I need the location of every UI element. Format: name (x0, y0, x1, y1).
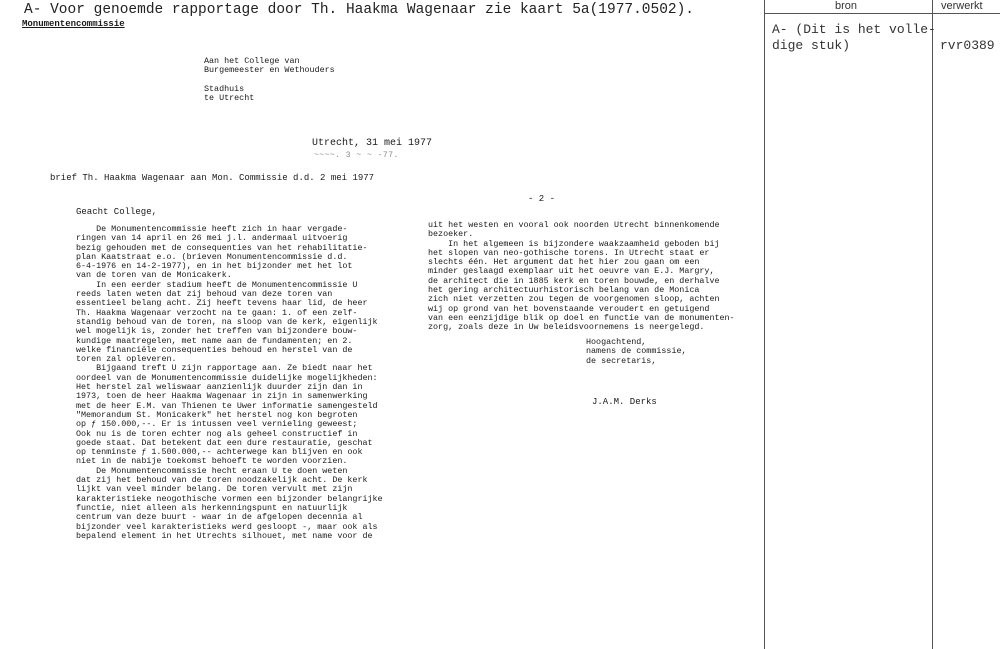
panel-header-rule (764, 13, 1000, 14)
brief-reference: brief Th. Haakma Wagenaar aan Mon. Commissie d.d. 2 mei 1977 (50, 173, 375, 183)
signature: J.A.M. Derks (592, 397, 657, 407)
panel-divider-left (764, 0, 765, 649)
verwerkt-value: rvr0389 (940, 38, 995, 53)
received-stamp: ~~~~. 3 ~ ~ -77. (314, 151, 399, 160)
bron-value: A- (Dit is het volle- dige stuk) (772, 22, 936, 53)
page-number: - 2 - (528, 194, 556, 204)
letter-date: Utrecht, 31 mei 1977 (312, 138, 433, 149)
verwerkt-header: verwerkt (941, 0, 983, 12)
committee-heading: Monumentencommissie (22, 19, 125, 29)
bron-header: bron (835, 0, 858, 12)
letter-body-page-1: De Monumentencommissie heeft zich in haar vergade- ringen van 14 april en 26 mei j.l. andermaal uitvoerig bezig gehouden met de consequenties van het rehabilitatie- plan Kaatstraat e.o. (brieven Monumentencommissie d.d. 6-4-1976 en 14-2-1977), en in het bijzonder met het lot van de toren van de Monicakerk. In een eerder stadium heeft de Monumentencommissie U reeds laten weten dat zij behoud van deze toren van essentieel belang acht. Zij heeft tevens haar lid, de heer Th. Haakma Wagenaar verzocht na te gaan: 1. of een zelf- standig behoud van de toren, na sloop van de kerk, eigenlijk wel mogelijk is, zonder het treffen van bijzondere bouw- kundige maatregelen, met name aan de fundamenten; en 2. welke financiële consequenties behoud en herstel van de toren zal opleveren. Bijgaand treft U zijn rapportage aan. Ze biedt naar het oordeel van de Monumentencommissie duidelijke mogelijkheden: Het herstel zal weliswaar aanzienlijk duurder zijn dan in 1973, toen de heer Haakma Wagenaar in zijn in samenwerking met de heer E.M. van Thienen te Uwer informatie samengesteld "Memorandum St. Monicakerk" het herstel nog kon begroten op ƒ 150.000,--. Er is intussen veel vernieling geweest; Ook nu is de toren echter nog als geheel constructief in goede staat. Dat betekent dat een dure restauratie, geschat op tenminste ƒ 1.500.000,-- achterwege kan blijven en ook niet in de nabije toekomst behoeft te worden voorzien. De Monumentencommissie hecht eraan U te doen weten dat zij het behoud van de toren noodzakelijk acht. De kerk lijkt van veel minder belang. De toren vervult met zijn karakteristieke neogothische vormen een bijzonder belangrijke functie, niet alleen als herkenningspunt en natuurlijk centrum van deze buurt - waar in de afgelopen decennia al bijzonder veel karakteristieks werd gesloopt -, maar ook als bepalend element in het Utrechts silhouet, met name voor de (76, 224, 383, 541)
recipient-address: Aan het College van Burgemeester en Wethouders Stadhuis te Utrecht (204, 56, 335, 104)
greeting: Geacht College, (76, 207, 158, 217)
closing: Hoogachtend, namens de commissie, de secretaris, (586, 337, 687, 366)
letter-body-page-2: uit het westen en vooral ook noorden Utrecht binnenkomende bezoeker. In het algemeen is bijzondere waakzaamheid geboden bij het slopen van neo-gothische torens. In Utrecht staat er slechts één. Het argument dat het hier zou gaan om een minder geslaagd exemplaar uit het oeuvre van E.J. Margry, de architect die in 1885 kerk en toren bouwde, en derhalve het gering architectuurhistorisch belang van de Monica zich niet verzetten zou tegen de voorgenomen sloop, achten wij op grond van het bovenstaande veroudert en getuigend van een eenzijdige blik op doel en functie van de monumenten- zorg, zoals deze in Uw beleidsvoornemens is neergelegd. (428, 220, 735, 333)
card-title: A- Voor genoemde rapportage door Th. Haakma Wagenaar zie kaart 5a(1977.0502). (24, 2, 695, 18)
panel-divider-right (932, 0, 933, 649)
